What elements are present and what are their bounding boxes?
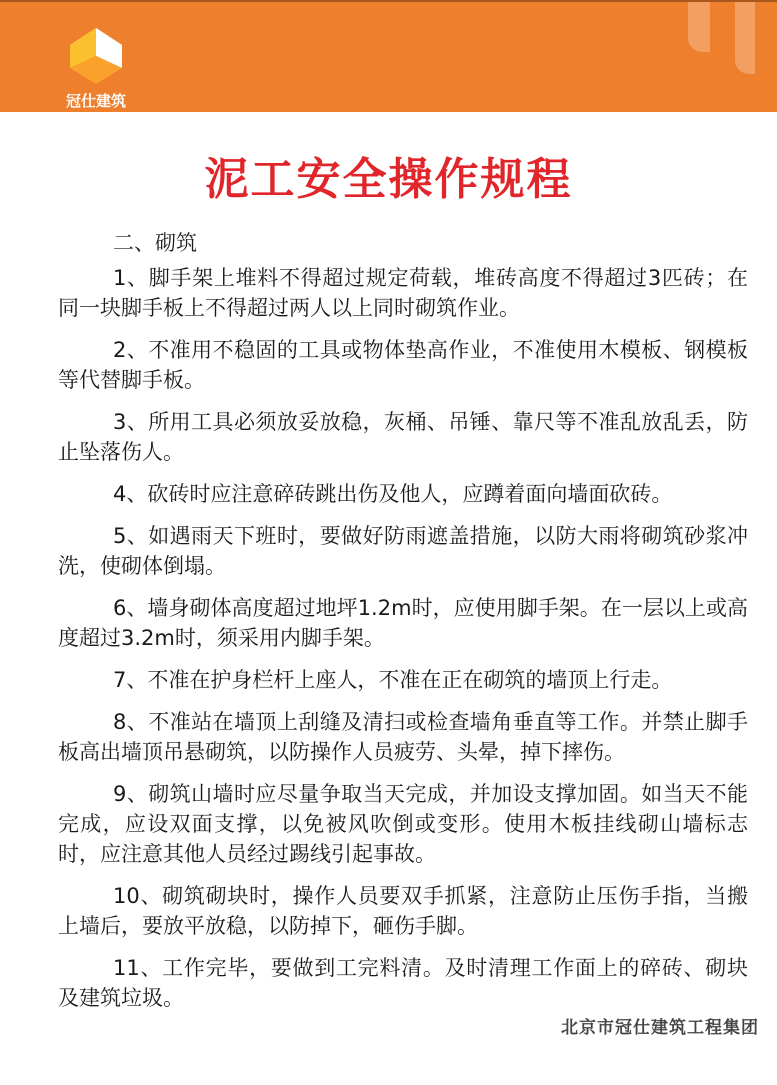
cube-logo-icon xyxy=(70,28,122,84)
rule-item: 3、所用工具必须放妥放稳，灰桶、吊锤、靠尺等不准乱放乱丢，防止坠落伤人。 xyxy=(58,410,748,464)
rule-item: 11、工作完毕，要做到工完料清。及时清理工作面上的碎砖、砌块及建筑垃圾。 xyxy=(58,956,748,1010)
header-banner xyxy=(0,0,777,112)
rule-item: 7、不准在护身栏杆上座人，不准在正在砌筑的墙顶上行走。 xyxy=(113,668,673,692)
logo-text: 冠仕建筑 xyxy=(65,92,126,110)
company-name: 北京市冠仕建筑工程集团 xyxy=(561,1018,759,1038)
rule-item: 9、砌筑山墙时应尽量争取当天完成，并加设支撑加固。如当天不能完成，应设双面支撑，以免被风吹倒或变形。使用木板挂线砌山墙标志时，应注意其他人员经过踢线引起事故。 xyxy=(58,782,748,866)
rule-item: 5、如遇雨天下班时，要做好防雨遮盖措施，以防大雨将砌筑砂浆冲洗，使砌体倒塌。 xyxy=(58,524,748,578)
rule-item: 1、脚手架上堆料不得超过规定荷载，堆砖高度不得超过3匹砖；在同一块脚手板上不得超过两人以上同时砌筑作业。 xyxy=(58,266,748,320)
decor-stripe xyxy=(735,2,755,74)
rule-item: 8、不准站在墙顶上刮缝及清扫或检查墙角垂直等工作。并禁止脚手板高出墙顶吊悬砌筑，以防操作人员疲劳、头晕，掉下摔伤。 xyxy=(58,710,748,764)
decor-stripe xyxy=(688,2,710,52)
rule-item: 4、砍砖时应注意碎砖跳出伤及他人，应蹲着面向墙面砍砖。 xyxy=(113,482,673,506)
rule-item: 10、砌筑砌块时，操作人员要双手抓紧，注意防止压伤手指，当搬上墙后，要放平放稳，以防掉下，砸伤手脚。 xyxy=(58,884,748,938)
section-heading: 二、砌筑 xyxy=(113,231,197,255)
rule-item: 2、不准用不稳固的工具或物体垫高作业，不准使用木模板、钢模板等代替脚手板。 xyxy=(58,338,748,392)
rules-content xyxy=(58,228,748,1025)
rule-item: 6、墙身砌体高度超过地坪1.2m时，应使用脚手架。在一层以上或高度超过3.2m时，须采用内脚手架。 xyxy=(58,596,748,650)
company-logo xyxy=(56,28,136,111)
page-title: 泥工安全操作规程 xyxy=(204,154,573,205)
